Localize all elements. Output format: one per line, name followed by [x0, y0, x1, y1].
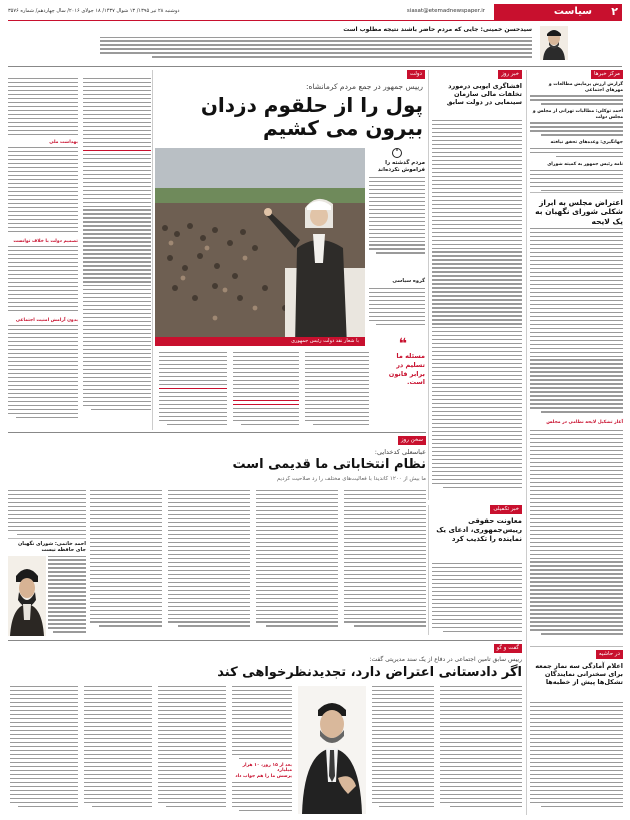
top-story-title: سیدحسن خمینی: جایی که مردم حاضر باشند نتیجه مطلوب است	[343, 26, 532, 33]
section-title: سیاست	[553, 6, 592, 17]
header-rule	[8, 20, 622, 21]
lead-headline-2: بیرون می کشیم	[263, 116, 423, 140]
middle-story	[8, 436, 426, 636]
center-tag: خبر روز	[498, 70, 522, 79]
huquqi-title: معاونت حقوقی رییس‌جمهوری، ادعای یک نماینده را تکذیب کرد	[436, 517, 522, 543]
bottom-portrait	[298, 686, 366, 814]
lead-kicker: رییس جمهور در جمع مردم کرمانشاه:	[306, 82, 423, 91]
sidebar-bottom-title: اعلام آمادگی سه نماز جمعه برای سخنرانی نمایندگان تشکل‌ها پیش از خطبه‌ها	[535, 662, 623, 687]
sidebar-item: گزارش ارزش پرمایش مطالعات و مهرهای اجتماعی	[548, 82, 623, 93]
page-number: ۲	[611, 5, 618, 18]
bottom-headline: اگر دادستانی اعتراض دارد، تجدیدنظرخواهی کند	[217, 665, 522, 680]
khatami-title: احمد خاتمی: شورای نگهبان جای حافظه نیست	[8, 538, 86, 554]
top-story	[100, 26, 532, 70]
huquqi-tag: خبر تکمیلی	[490, 505, 522, 514]
middle-sub: ما بیش از ۱۲۰۰ کاندیدا با فعالیت‌های مختلف را رد صلاحیت کردیم	[276, 476, 426, 482]
left-highlight: بهداشت ملی	[49, 140, 78, 145]
lead-headline-1: پول را از حلقوم دزدان	[200, 93, 423, 117]
bottom-red-line: پرسش ما را هم جواب داد	[235, 774, 292, 779]
section-banner	[494, 4, 622, 20]
bottom-kicker: رییس سابق تامین اجتماعی در دفاع از یک سند مدیریتی گفت:	[369, 656, 522, 663]
issue-meta: دوشنبه ۲۸ تیر ۱۳۹۵/ ۱۳ شوال ۱۴۳۷/ ۱۸ جولای ۲۰۱۶/ سال چهاردهم/ شماره ۳۵۷۶	[8, 8, 180, 14]
huquqi-story	[432, 505, 522, 635]
top-story-body	[100, 37, 532, 61]
photo-caption: با شعار نقد دولت رئیس جمهوری	[291, 338, 359, 344]
bottom-tag: گفت و گو	[494, 644, 522, 653]
sidebar-tag: مرکز خبرها	[591, 70, 623, 79]
bottom-red-line: بعد از ۱۵ روز، ۱۰ هزار میلیارد	[242, 763, 292, 773]
center-title: افشاگری ایوبی درمورد تخلفات مالی سازمان سینمایی در دولت سابق	[446, 82, 522, 107]
middle-kicker: عباسعلی کدخدایی:	[374, 448, 426, 456]
sidebar-story-red-subhead: آغاز تشکیل لایحه نظامی در مجلس	[546, 420, 623, 425]
side-box-title: مردم گذشته را فراموش نکرده‌اند	[377, 160, 425, 173]
sidebar-item: جهانگیری: وعده‌های تحقق نیافته	[550, 140, 623, 146]
lead-tag: دولت	[407, 70, 425, 79]
page-header	[0, 0, 630, 22]
sidebar-story-body	[530, 228, 623, 418]
sidebar-item: نامه رئیس جمهور به کمیته شورای	[547, 161, 623, 167]
sidebar-item: احمد توکلی: مطالبات تهرانی از مجلس و مجلس دولت	[532, 109, 623, 120]
sidebar-bottom-tag: در حاشیه	[596, 650, 623, 659]
section-email: siasat@etemadnewspaper.ir	[406, 8, 485, 14]
right-sidebar	[530, 70, 623, 815]
top-story-rule	[8, 66, 622, 67]
photo-caption-bar	[155, 337, 365, 346]
left-highlight: بدون آرامش امنیت اجتماعی	[15, 318, 78, 323]
lead-photo	[155, 148, 365, 346]
bottom-story	[8, 644, 522, 816]
sidebar-story-title: اعتراض مجلس به ابراز شکلی شورای نگهبان به یک لایحه	[535, 198, 623, 226]
khatami-photo	[8, 556, 46, 636]
khatami-box	[8, 490, 86, 630]
quote-marks-icon: ❝	[398, 336, 407, 352]
lead-side-box	[369, 148, 425, 278]
left-column	[8, 70, 151, 430]
lead-quote: مسئله ما تسلیم در برابر قانون است.	[388, 352, 425, 387]
left-highlight: تصمیم دولت با خلاف توانست	[13, 239, 78, 244]
lead-group-label: گروه سیاسی	[392, 278, 425, 284]
middle-tag: سخن روز	[398, 436, 426, 445]
sidebar-news-list	[530, 82, 623, 194]
top-story-photo	[540, 26, 568, 60]
quote-icon: "	[392, 148, 402, 158]
middle-headline: نظام انتخاباتی ما قدیمی است	[232, 457, 426, 472]
lead-story	[155, 70, 425, 430]
center-column	[432, 70, 522, 500]
